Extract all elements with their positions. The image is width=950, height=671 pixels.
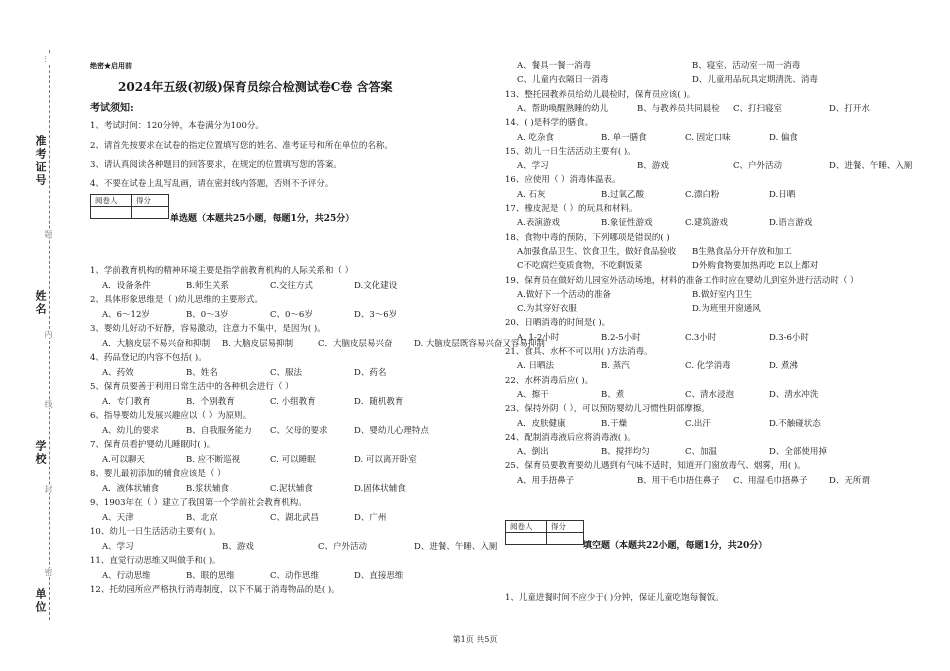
answer-option[interactable]: B. 单一膳食 <box>601 132 647 143</box>
answer-option[interactable]: D、3～6岁 <box>354 309 398 320</box>
answer-option[interactable]: B生熟食品分开存放和加工 <box>692 246 792 257</box>
answer-option[interactable]: A. 吃杂食 <box>517 132 555 143</box>
answer-option[interactable]: A．液体状辅食 <box>102 483 160 494</box>
answer-option[interactable]: C、清水浸泡 <box>685 389 735 400</box>
answer-option[interactable]: D、进餐、午睡、入厕 <box>414 541 498 552</box>
option-row <box>517 474 925 486</box>
notice-item: 3、请认真阅读各种题目的回答要求，在规定的位置填写您的答案。 <box>90 160 342 170</box>
answer-option[interactable]: A、帮助唤醒熟睡的幼儿 <box>517 103 609 114</box>
reviewer-cell: 阅卷人 <box>506 521 547 533</box>
option-row <box>102 453 438 465</box>
answer-option[interactable]: D.日晒 <box>769 189 796 200</box>
name-label: 姓名 <box>34 290 47 316</box>
question-text: 23、保持外阴（ ），可以预防婴幼儿习惯性阴部摩擦。 <box>505 404 710 415</box>
seal-margin <box>0 0 60 671</box>
seal-mark: 封 <box>44 485 53 493</box>
section-title-fill-blank: 填空题（本题共22小题，每题1分，共20分） <box>583 541 768 551</box>
question-text: 18、食物中毒的预防，下列哪项是错误的( ) <box>505 232 670 243</box>
answer-option[interactable]: D．随机教育 <box>354 396 404 407</box>
score-blank[interactable] <box>547 533 584 545</box>
notice-item: 4、不要在试卷上乱写乱画，请在密封线内答题，否则不予评分。 <box>90 179 334 189</box>
answer-option[interactable]: C.泥状辅食 <box>270 483 313 494</box>
school-label: 学校 <box>34 440 47 466</box>
answer-option[interactable]: C．大脑皮层易兴奋 <box>318 338 393 349</box>
answer-option[interactable]: C、户外活动 <box>318 541 368 552</box>
option-row <box>517 331 853 343</box>
answer-option[interactable]: C.3小时 <box>685 332 717 343</box>
answer-option[interactable]: D.不触碰状态 <box>769 418 821 429</box>
answer-option[interactable]: D、婴幼儿心理特点 <box>354 425 429 436</box>
answer-option[interactable]: D. 大脑皮层既容易兴奋又容易抑制 <box>414 338 545 349</box>
answer-option[interactable]: A. 日晒法 <box>517 361 555 372</box>
answer-option[interactable]: B.过氧乙酸 <box>601 189 644 200</box>
answer-option[interactable]: B.浆状辅食 <box>186 483 229 494</box>
answer-option[interactable]: C.建筑游戏 <box>685 218 728 229</box>
answer-option[interactable]: D. 煮沸 <box>769 361 798 372</box>
seal-mark: 密 <box>44 568 53 576</box>
question-text: 21、食具、水杯不可以用( )方法消毒。 <box>505 347 653 357</box>
answer-option[interactable]: B、姓名 <box>186 367 218 378</box>
answer-option[interactable]: D.文化建设 <box>354 280 398 291</box>
question-text: 9、1903年在（ ）建立了我国第一个学前社会教育机构。 <box>90 498 307 508</box>
question-text: 19、保育员在做好幼儿园室外活动场地，材料的准备工作时应在婴幼儿到室外进行活动时（ ） <box>505 275 859 286</box>
answer-option[interactable]: C、加温 <box>685 447 718 458</box>
option-row <box>102 395 438 407</box>
question-text: 10、幼儿一日生活活动主要有( )。 <box>90 527 221 537</box>
answer-option[interactable]: C、户外活动 <box>733 161 783 172</box>
answer-option[interactable]: B、用干毛巾捂住鼻子 <box>637 475 720 486</box>
answer-option[interactable]: B、寝室、活动室一周一消毒 <box>692 61 801 71</box>
answer-option[interactable]: A、行动思维 <box>102 570 151 581</box>
answer-option[interactable]: B、0～3岁 <box>186 309 229 320</box>
answer-option[interactable]: A、倒出 <box>517 447 549 458</box>
answer-option[interactable]: A、天津 <box>102 512 134 523</box>
answer-option[interactable]: A. 石灰 <box>517 189 546 200</box>
answer-option[interactable]: C.漂白粉 <box>685 189 720 200</box>
seal-mark: 题 <box>44 230 53 238</box>
answer-option[interactable]: C. 化学消毒 <box>685 361 731 372</box>
exam-title: 2024年五级(初级)保育员综合检测试卷C卷 含答案 <box>118 80 393 94</box>
option-row <box>102 424 438 436</box>
option-row <box>102 482 438 494</box>
seal-mark: ... <box>43 55 52 63</box>
score-table <box>90 194 169 219</box>
option-row <box>517 445 853 457</box>
answer-option[interactable]: C、父母的要求 <box>270 425 328 436</box>
answer-option[interactable]: D.3-6小时 <box>769 332 809 343</box>
option-row <box>517 59 867 71</box>
answer-option[interactable]: C、打扫寝室 <box>733 103 783 114</box>
answer-option[interactable]: D、无所谓 <box>829 475 870 486</box>
answer-option[interactable]: B.2-5小时 <box>601 332 641 343</box>
question-text: 14、( )是科学的膳食。 <box>505 118 594 129</box>
question-text: 25、保育员要教育要幼儿遇到有气味不适时，知道开门窗放毒气、烟雾，用( )。 <box>505 461 806 472</box>
question-text: 13、整托园教养员给幼儿晨检时，保育员应该( )。 <box>505 89 696 100</box>
question-text: 17、橡皮泥是（ ）的玩具和材料。 <box>505 204 638 214</box>
fill-blank-question: 1、儿童进餐时间不应少于( )分钟，保证儿童吃饱每餐饭。 <box>505 593 724 603</box>
answer-option[interactable]: A. 1-2小时 <box>517 332 560 343</box>
answer-option[interactable]: A．专门教育 <box>102 396 151 407</box>
answer-option[interactable]: B、搅拌均匀 <box>601 447 650 458</box>
answer-option[interactable]: A.表演游戏 <box>517 218 560 229</box>
answer-option[interactable]: B、游戏 <box>637 161 669 172</box>
option-row <box>102 569 438 581</box>
option-row <box>517 388 853 400</box>
option-row <box>517 288 867 300</box>
option-row <box>102 308 438 320</box>
answer-option[interactable]: C.出汗 <box>685 418 711 429</box>
answer-option[interactable]: B、煮 <box>601 389 625 400</box>
answer-option[interactable]: B.干燥 <box>601 418 627 429</box>
option-row <box>102 540 510 552</box>
answer-option[interactable]: B. 蒸汽 <box>601 361 630 372</box>
answer-option[interactable]: A、餐具一餐一消毒 <box>517 61 592 71</box>
answer-option[interactable]: B、自我服务能力 <box>186 425 252 436</box>
answer-option[interactable]: C.为其穿好衣服 <box>517 304 577 315</box>
score-table <box>505 520 584 545</box>
option-row <box>517 102 925 114</box>
answer-option[interactable]: C.交往方式 <box>270 280 313 291</box>
answer-option[interactable]: A．设备条件 <box>102 280 151 291</box>
secret-mark: 绝密★启用前 <box>90 61 132 70</box>
notice-item: 2、请首先按要求在试卷的指定位置填写您的姓名、准考证号和所在单位的名称。 <box>90 141 393 151</box>
seal-mark: 内 <box>44 330 53 338</box>
question-text: 11、直觉行动思维又叫做手和( )。 <box>90 556 221 566</box>
answer-option[interactable]: A、用手捂鼻子 <box>517 475 575 486</box>
answer-option[interactable]: A.做好下一个活动的准备 <box>517 289 611 300</box>
seal-mark: 线 <box>44 400 53 408</box>
answer-option[interactable]: C. 固定口味 <box>685 132 731 143</box>
answer-option[interactable]: B.师生关系 <box>186 280 229 291</box>
answer-option[interactable]: A、6～12岁 <box>102 309 150 320</box>
answer-option[interactable]: A、药效 <box>102 367 134 378</box>
answer-option[interactable]: B.象征性游戏 <box>601 218 653 229</box>
question-text: 7、保育员看护婴幼儿睡眠时( )。 <box>90 440 216 450</box>
reviewer-blank[interactable] <box>506 533 547 545</box>
answer-option[interactable]: A加强食品卫生、饮食卫生，做好食品验收 <box>517 246 677 257</box>
answer-option[interactable]: B.做好室内卫生 <box>692 289 752 300</box>
answer-option[interactable]: B．个别教育 <box>186 396 235 407</box>
question-text: 12、托幼园所应严格执行消毒制度，以下不属于消毒物品的是( )。 <box>90 585 340 595</box>
answer-option[interactable]: A、幼儿的要求 <box>102 425 160 436</box>
question-text: 1、学前教育机构的精神环境主要是指学前教育机构的人际关系和（ ） <box>90 266 354 276</box>
answer-option[interactable]: B. 大脑皮层易抑制 <box>222 338 294 349</box>
answer-option[interactable]: D.固体状辅食 <box>354 483 406 494</box>
question-text: 3、婴幼儿好动不好静，容易激动，注意力不集中，是因为( )。 <box>90 324 326 334</box>
answer-option[interactable]: D. 偏食 <box>769 132 798 143</box>
answer-option[interactable]: D.语言游戏 <box>769 218 813 229</box>
exam-number-label: 准考证号 <box>34 135 47 187</box>
option-row <box>517 216 853 228</box>
section-title-single-choice: 单选题（本题共25小题，每题1分，共25分） <box>170 214 355 224</box>
answer-option[interactable]: D. 可以离开卧室 <box>354 454 417 465</box>
score-cell: 得分 <box>132 195 169 207</box>
answer-option[interactable]: D、药名 <box>354 367 387 378</box>
answer-option[interactable]: C、儿童内衣隔日一消毒 <box>517 75 609 86</box>
option-row <box>517 131 853 143</box>
answer-option[interactable]: C不吃腐烂变质食物，不吃剩饭菜 <box>517 261 643 272</box>
question-text: 6、指导婴幼儿发展兴趣应以（ ）为原则。 <box>90 411 252 421</box>
answer-option[interactable]: C. 小组教育 <box>270 396 316 407</box>
answer-option[interactable]: D外购食物要加热再吃 E以上都对 <box>692 261 819 272</box>
reviewer-blank[interactable] <box>91 207 132 219</box>
question-text: 2、具体形象思维是（ )幼儿思维的主要形式。 <box>90 295 263 305</box>
answer-option[interactable]: B、北京 <box>186 512 218 523</box>
option-row <box>517 359 853 371</box>
option-row <box>517 302 867 314</box>
option-row <box>102 366 438 378</box>
page-footer: 第1页 共5页 <box>452 635 498 644</box>
question-text: 15、幼儿一日生活活动主要有( )。 <box>505 146 636 157</box>
answer-option[interactable]: D、直接思维 <box>354 570 404 581</box>
unit-label: 单位 <box>34 588 47 614</box>
answer-option[interactable]: A、学习 <box>517 161 549 172</box>
answer-option[interactable]: D、清水冲洗 <box>769 389 819 400</box>
answer-option[interactable]: B. 应不断巡视 <box>186 454 241 465</box>
notice-heading: 考试须知: <box>90 103 134 114</box>
option-row <box>517 188 853 200</box>
answer-option[interactable]: C、动作思维 <box>270 570 320 581</box>
question-text: 20、日晒消毒的时间是( )。 <box>505 318 611 329</box>
option-row <box>517 245 867 257</box>
question-text: 24、配制消毒液后应将消毒液( )。 <box>505 432 636 443</box>
answer-option[interactable]: D、儿童用品玩具定期清洗、消毒 <box>692 75 818 86</box>
answer-option[interactable]: A．皮肤健康 <box>517 418 566 429</box>
answer-option[interactable]: B、眼的思维 <box>186 570 235 581</box>
question-text: 8、婴儿最初添加的辅食应该是（ ） <box>90 469 226 479</box>
answer-option[interactable]: D、进餐、午睡、入厕 <box>829 161 913 172</box>
answer-option[interactable]: D、打开水 <box>829 103 870 114</box>
answer-option[interactable]: A.可以聊天 <box>102 454 145 465</box>
question-text: 16、应使用（ ）消毒体温表。 <box>505 175 621 186</box>
reviewer-cell: 阅卷人 <box>91 195 132 207</box>
answer-option[interactable]: C、0～6岁 <box>270 309 313 320</box>
answer-option[interactable]: B、游戏 <box>222 541 254 552</box>
notice-item: 1、考试时间：120分钟，本卷满分为100分。 <box>90 121 264 131</box>
answer-option[interactable]: D.为班里开窗通风 <box>692 304 761 315</box>
option-row <box>517 73 867 85</box>
answer-option[interactable]: A、擦干 <box>517 389 549 400</box>
question-text: 22、水杯消毒后应( )。 <box>505 375 594 386</box>
answer-option[interactable]: A．大脑皮层不易兴奋和抑制 <box>102 338 211 349</box>
answer-option[interactable]: D、全部使用掉 <box>769 447 827 458</box>
option-row <box>102 511 438 523</box>
score-cell: 得分 <box>547 521 584 533</box>
score-blank[interactable] <box>132 207 169 219</box>
option-row <box>517 159 925 171</box>
answer-option[interactable]: C. 可以睡眠 <box>270 454 316 465</box>
option-row <box>517 259 867 271</box>
answer-option[interactable]: A、学习 <box>102 541 134 552</box>
answer-option[interactable]: B、与教养员共同晨检 <box>637 103 720 114</box>
option-row <box>102 279 438 291</box>
answer-option[interactable]: C、湖北武昌 <box>270 512 320 523</box>
option-row <box>102 337 545 349</box>
option-row <box>517 417 853 429</box>
answer-option[interactable]: D、广州 <box>354 512 387 523</box>
answer-option[interactable]: C、服法 <box>270 367 303 378</box>
question-text: 4、药品登记的内容不包括( )。 <box>90 353 207 363</box>
question-text: 5、保育员要善于利用日常生活中的各种机会进行（ ） <box>90 382 294 392</box>
answer-option[interactable]: C、用湿毛巾捂鼻子 <box>733 475 808 486</box>
